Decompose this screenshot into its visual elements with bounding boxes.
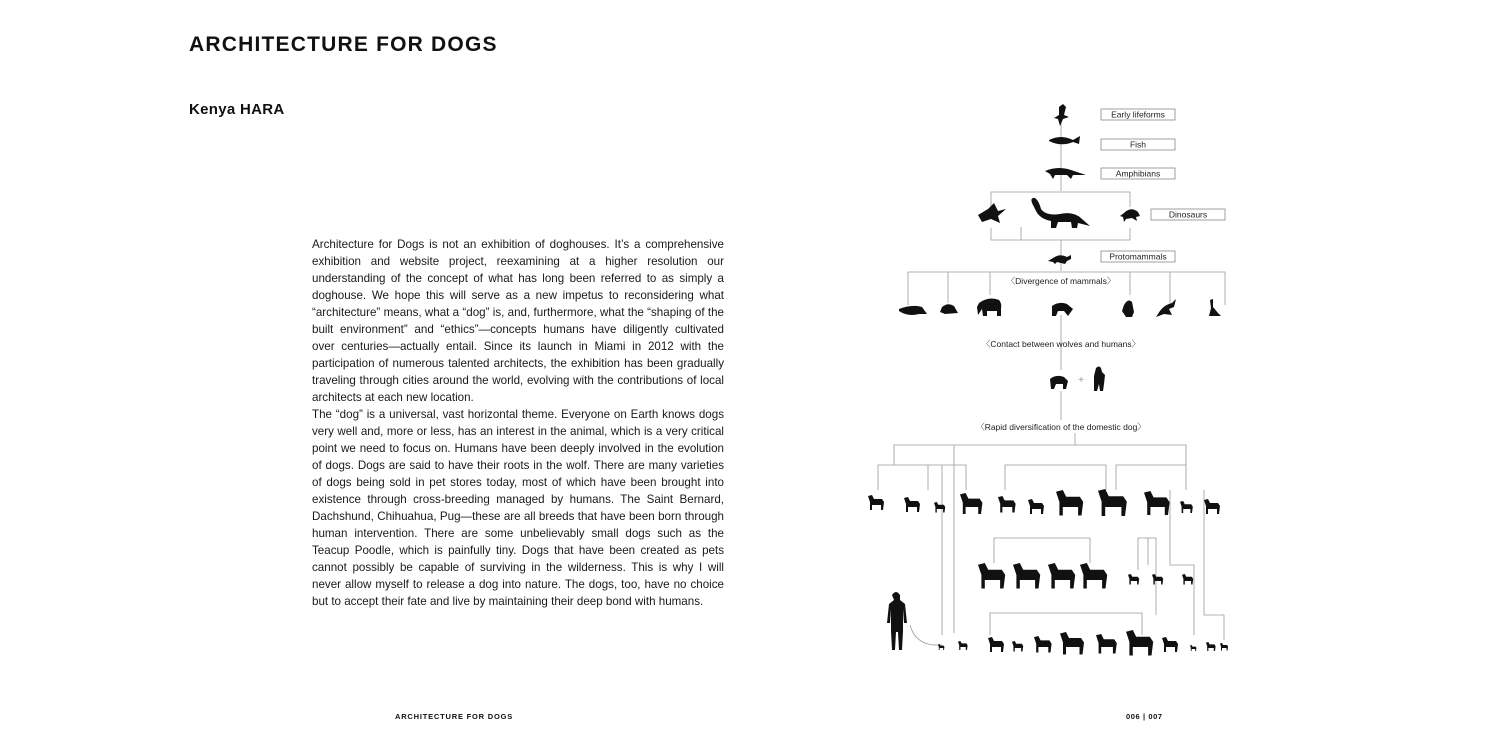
dog-icon [1060,632,1084,655]
label-early-lifeforms: Early lifeforms [1111,109,1165,120]
essay-text [312,236,724,610]
lemur-icon [1052,303,1073,316]
essay-paragraph-2: The “dog” is a universal, vast horizontal theme. Everyone on Earth knows dogs very well and, more or less, has an interest in the animal, which is a very critical point we need to focus on. Humans have been deeply involved in the evolution of dogs. Dogs are said to have their roots in the wolf. There are many varieties of dogs being sold in pet stores today, most of which have been brought into existence through cross-breeding managed by humans. The Saint Bernard, Dachshund, Chihuahua, Pug—these are all breeds that have been born through human intervention. There are some unbelievably small dogs such as the Teacup Poodle, which is painfully tiny. Dogs that have been created as pets cannot possibly be capable of surviving in the wilderness. This is why I will never allow myself to release a dog into nature. The dogs, too, have no choice but to accept their fate and live by maintaining their deep bond with humans. [312,408,724,608]
dog-icon [1056,490,1083,516]
dog-icon [1182,574,1193,585]
turtle-icon [1120,209,1140,222]
label-protomammals: Protomammals [1109,251,1167,262]
early-lifeform-icon [1054,104,1069,126]
sauropod-icon [1031,198,1090,228]
dog-icon [1162,637,1178,652]
dog-icon [998,496,1016,513]
author-name: Kenya HARA [189,101,285,118]
footer-publication-title: ARCHITECTURE FOR DOGS [395,712,514,721]
dog-icon [1048,563,1075,589]
seal-icon [940,304,958,314]
dog-icon [1128,574,1139,585]
ape-icon [1122,301,1134,317]
meerkat-icon [1209,299,1221,316]
dog-icon [1220,643,1228,651]
dog-icon [978,563,1005,589]
human-icon [887,592,907,650]
dog-icon [934,502,945,513]
dog-icon [1206,642,1216,651]
dog-icon [1080,563,1107,589]
caption-contact: 〈Contact between wolves and humans〉 [981,339,1141,349]
dog-icon [904,497,920,512]
kangaroo-icon [1156,299,1176,317]
dog-icon [1126,630,1153,656]
dog-icon [868,495,884,510]
page-title: ARCHITECTURE FOR DOGS [189,33,498,56]
fish-icon [1049,136,1080,144]
dog-icon [1034,636,1052,653]
page-numbers: 006 | 007 [1126,712,1163,721]
dog-breeds [868,489,1228,656]
dog-icon [1190,645,1196,651]
dog-icon [1144,491,1170,515]
elephant-icon [977,299,1001,316]
dog-icon [1012,641,1023,652]
stage-labels [1101,109,1225,262]
dog-icon [958,641,968,650]
early-human-icon [1094,367,1105,392]
caption-diversification: 〈Rapid diversification of the domestic dog〉 [976,422,1146,432]
whale-icon [899,306,927,315]
dog-icon [1028,499,1044,514]
dog-icon [988,637,1004,652]
label-dinosaurs: Dinosaurs [1168,209,1208,220]
wolf-icon [1050,376,1068,389]
dog-icon [1098,489,1127,516]
evolution-diagram [860,95,1240,660]
dog-icon [1204,499,1220,514]
dog-icon [1152,574,1163,585]
amphibian-icon [1045,168,1086,179]
protomammal-icon [1048,255,1071,264]
caption-divergence: 〈Divergence of mammals〉 [1006,276,1116,286]
label-amphibians: Amphibians [1115,168,1161,179]
dog-icon [1096,634,1117,654]
label-fish: Fish [1129,139,1147,150]
plus-sign: + [1078,375,1084,386]
essay-paragraph-1: Architecture for Dogs is not an exhibition of doghouses. It’s a comprehensive exhibition and website project, reexamining at a higher resolution our understanding of the concept of what has long been referred to as simply a doghouse. We hope this will serve as a new impetus to reconsidering what “architecture” means, what a “dog” is, and, furthermore, what the “shaping of the built environment” and “ethics”—concepts humans have diligently cultivated over centuries—actually entail. Since its launch in Miami in 2012 with the participation of numerous talented architects, the exhibition has been gradually traveling through cities around the world, evolving with the contributions of local architects at each new location. [312,238,724,404]
dog-icon [960,493,982,514]
dog-icon [1013,563,1040,589]
dog-icon [1180,501,1193,513]
pterosaur-icon [978,203,1006,223]
